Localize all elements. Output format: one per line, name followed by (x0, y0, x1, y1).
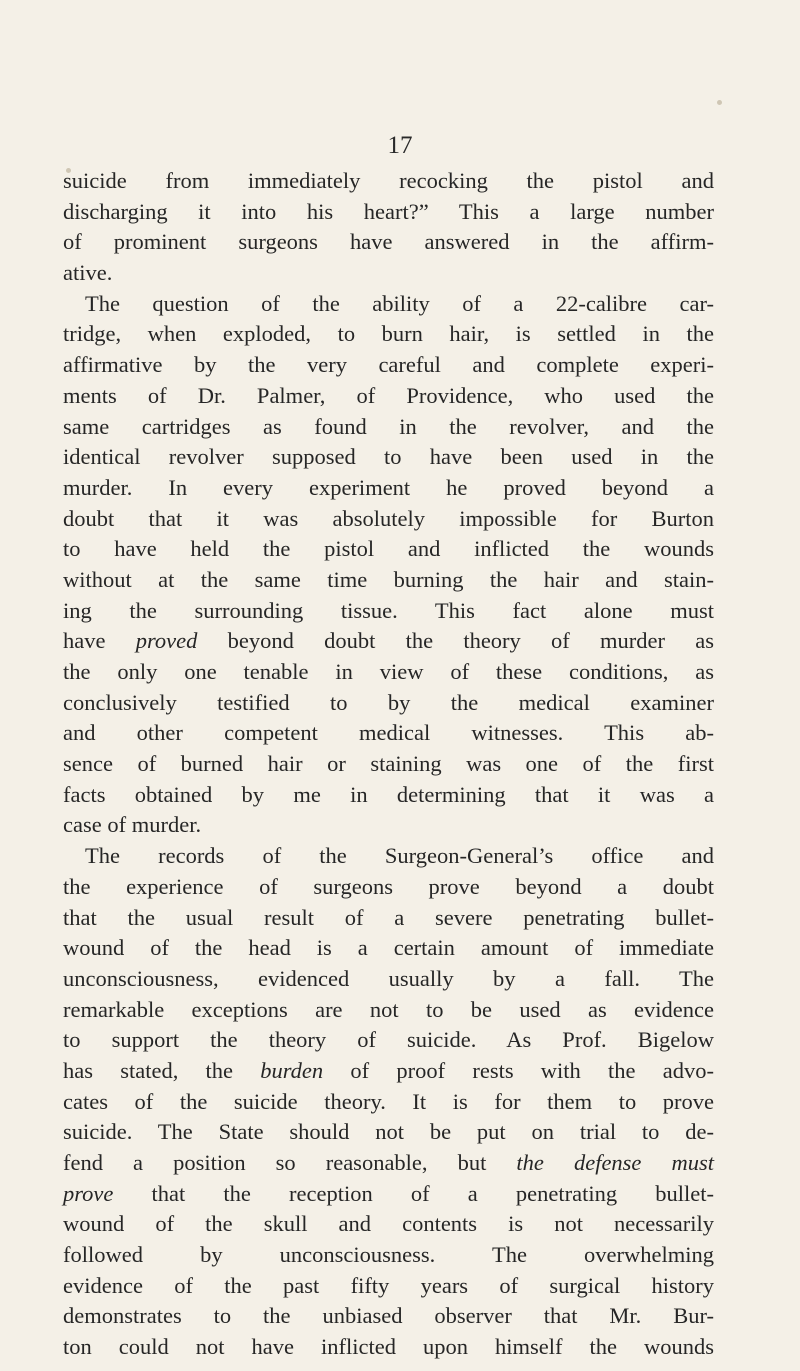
text-run: the experience of surgeons prove beyond a doubt (63, 873, 714, 899)
text-line (63, 688, 714, 719)
text-line (63, 442, 714, 473)
text-run: beyond doubt the theory of murder as (197, 628, 714, 654)
text-line (63, 626, 714, 657)
text-run: suicide. The State should not be put on trial to de- (63, 1119, 714, 1145)
text-run: that the usual result of a severe penetrating bullet- (63, 904, 714, 930)
text-line (63, 964, 714, 995)
stray-ink-mark (717, 100, 722, 105)
text-run: discharging it into his heart?” This a large number (63, 198, 714, 224)
text-line (63, 1148, 714, 1179)
text-line (63, 657, 714, 688)
page-number: 17 (387, 132, 413, 159)
text-run: murder. In every experiment he proved beyond a (63, 474, 714, 500)
text-line (63, 1271, 714, 1302)
text-run: without at the same time burning the hair and stain- (63, 566, 714, 592)
text-run: conclusively testified to by the medical examiner (63, 689, 714, 715)
text-run: same cartridges as found in the revolver, and the (63, 413, 714, 439)
text-run: The records of the Surgeon-General’s office and (85, 843, 714, 869)
text-run: suicide from immediately recocking the pistol and (63, 168, 714, 193)
text-line (63, 565, 714, 596)
text-run: cates of the suicide theory. It is for them to prove (63, 1088, 714, 1114)
body-text (63, 166, 714, 1363)
text-run: The question of the ability of a 22-calibre car- (85, 290, 714, 316)
text-run: followed by unconsciousness. The overwhelming (63, 1242, 714, 1268)
text-line (63, 350, 714, 381)
text-line (63, 1056, 714, 1087)
text-run: sence of burned hair or staining was one of the first (63, 751, 714, 777)
text-run: ative. (63, 260, 113, 286)
text-line (63, 718, 714, 749)
text-run: of prominent surgeons have answered in the affirm- (63, 229, 714, 255)
text-run: fend a position so reasonable, but (63, 1150, 517, 1175)
text-run: ing the surrounding tissue. This fact alone must (63, 597, 714, 623)
text-line (63, 412, 714, 443)
text-line (63, 1025, 714, 1056)
text-line (63, 596, 714, 627)
text-line (63, 872, 714, 903)
text-line (63, 534, 714, 565)
text-line (63, 1301, 714, 1332)
text-line (63, 903, 714, 934)
text-run: wound of the head is a certain amount of immediate (63, 935, 714, 961)
text-line (63, 1117, 714, 1148)
text-run: demonstrates to the unbiased observer that Mr. Bur- (63, 1303, 714, 1329)
text-line (63, 504, 714, 535)
text-line (63, 1087, 714, 1118)
italic-text: the defense must (516, 1150, 714, 1175)
text-line (63, 197, 714, 228)
text-line (63, 749, 714, 780)
text-line (63, 319, 714, 350)
text-run: ments of Dr. Palmer, of Providence, who used the (63, 382, 714, 408)
text-line (63, 995, 714, 1026)
italic-text: burden (260, 1057, 324, 1083)
text-run: doubt that it was absolutely impossible for Burton (63, 505, 714, 531)
text-run: wound of the skull and contents is not necessarily (63, 1211, 714, 1237)
italic-text: proved (135, 628, 198, 654)
text-run: identical revolver supposed to have been used in the (63, 444, 714, 470)
text-run: have (63, 628, 136, 654)
text-line (63, 258, 714, 289)
text-line (63, 841, 714, 872)
text-line (63, 1209, 714, 1240)
text-line (63, 381, 714, 412)
text-run: unconsciousness, evidenced usually by a fall. The (63, 965, 714, 991)
text-line (63, 227, 714, 258)
text-run: tridge, when exploded, to burn hair, is settled in the (63, 321, 714, 347)
text-run: to support the theory of suicide. As Prof. Bigelow (63, 1027, 714, 1053)
text-line (63, 289, 714, 320)
text-run: affirmative by the very careful and complete experi- (63, 352, 714, 378)
text-run: facts obtained by me in determining that it was a (63, 781, 714, 807)
text-run: has stated, the (63, 1057, 261, 1083)
text-run: ton could not have inflicted upon himself the wounds (63, 1334, 714, 1360)
text-run: remarkable exceptions are not to be used as evidence (63, 996, 714, 1022)
text-run: the only one tenable in view of these conditions, as (63, 659, 714, 684)
text-run: to have held the pistol and inflicted the wounds (63, 536, 714, 562)
text-line (63, 810, 714, 841)
text-line (63, 933, 714, 964)
italic-text: prove (63, 1180, 114, 1206)
text-run: of proof rests with the advo- (323, 1057, 714, 1083)
text-run: evidence of the past fifty years of surgical history (63, 1272, 714, 1298)
text-run: that the reception of a penetrating bullet- (113, 1180, 714, 1206)
text-line (63, 166, 714, 197)
text-run: and other competent medical witnesses. This ab- (63, 720, 714, 746)
text-line (63, 1240, 714, 1271)
text-line (63, 1332, 714, 1363)
text-line (63, 780, 714, 811)
text-line (63, 473, 714, 504)
text-run: case of murder. (63, 812, 202, 838)
text-line (63, 1179, 714, 1210)
